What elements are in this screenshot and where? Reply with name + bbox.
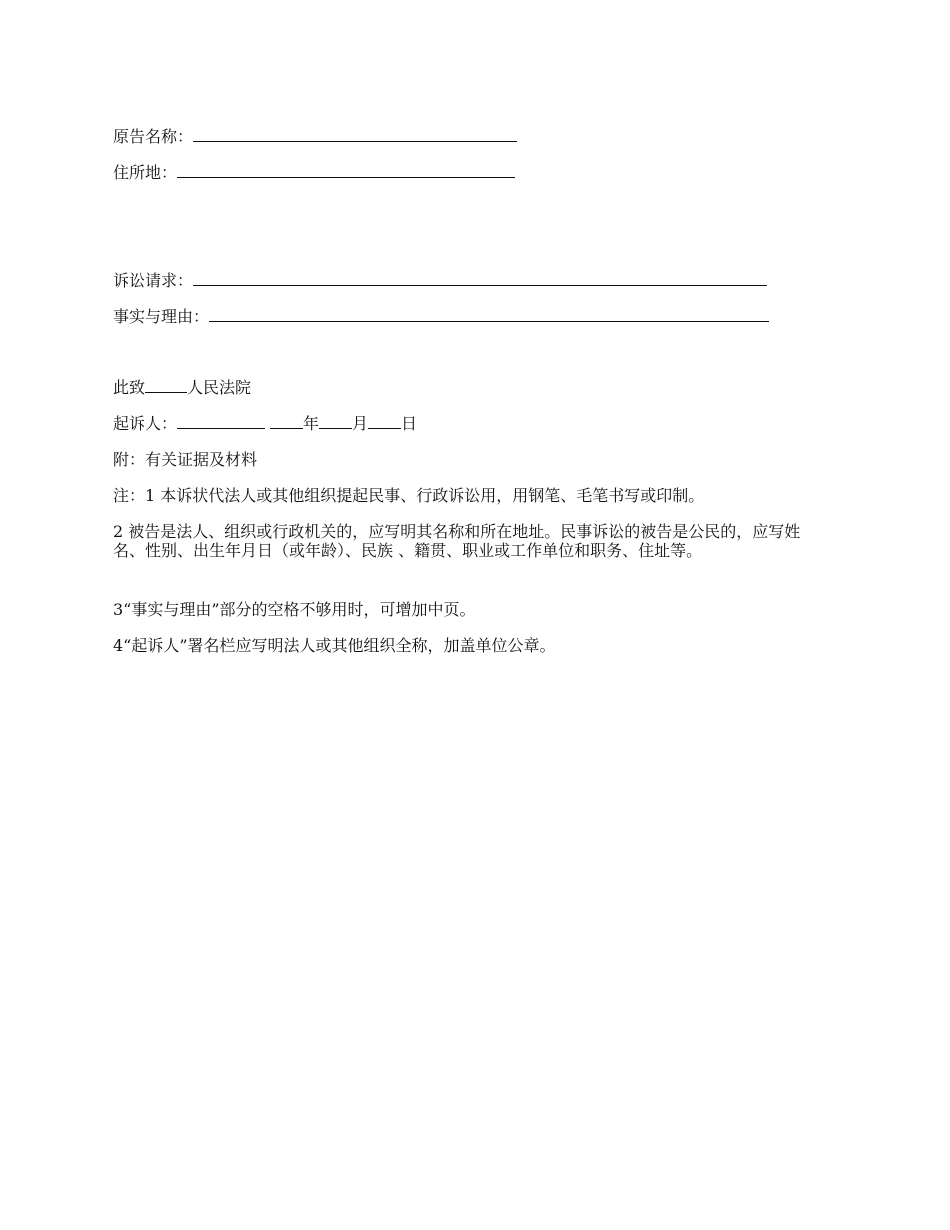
attachments-line: 附：有关证据及材料 bbox=[113, 450, 258, 469]
plaintiff-name-blank[interactable] bbox=[193, 127, 517, 142]
year-blank[interactable] bbox=[270, 414, 303, 429]
month-label: 月 bbox=[352, 414, 369, 433]
facts-label: 事实与理由： bbox=[113, 307, 210, 326]
residence-blank[interactable] bbox=[177, 163, 515, 178]
court-name-blank[interactable] bbox=[145, 378, 187, 393]
note-2: 2 被告是法人、组织或行政机关的，应写明其名称和所在地址。民事诉讼的被告是公民的，应写姓名、性别、出生年月日（或年龄）、民族 、籍贯、职业或工作单位和职务、住址等。 bbox=[113, 522, 801, 560]
residence-row bbox=[113, 163, 515, 183]
claims-blank[interactable] bbox=[193, 271, 767, 286]
year-label: 年 bbox=[303, 414, 320, 433]
plaintiff-sign-label: 起诉人： bbox=[113, 414, 178, 433]
residence-label: 住所地： bbox=[113, 163, 178, 182]
note-4: 4“起诉人”署名栏应写明法人或其他组织全称，加盖单位公章。 bbox=[113, 636, 556, 655]
salutation-prefix: 此致 bbox=[113, 378, 146, 397]
claims-row bbox=[113, 271, 767, 291]
plaintiff-name-label: 原告名称： bbox=[113, 127, 194, 146]
facts-blank[interactable] bbox=[209, 307, 769, 322]
signature-blank[interactable] bbox=[177, 414, 265, 429]
day-label: 日 bbox=[401, 414, 418, 433]
facts-row bbox=[113, 307, 769, 327]
note-1: 注：1 本诉状代法人或其他组织提起民事、行政诉讼用，用钢笔、毛笔书写或印制。 bbox=[113, 486, 705, 505]
salutation-court: 人民法院 bbox=[187, 378, 252, 397]
plaintiff-name-row bbox=[113, 127, 517, 147]
claims-label: 诉讼请求： bbox=[113, 271, 194, 290]
salutation-row bbox=[113, 378, 251, 398]
month-blank[interactable] bbox=[319, 414, 352, 429]
day-blank[interactable] bbox=[368, 414, 401, 429]
note-3: 3“事实与理由”部分的空格不够用时，可增加中页。 bbox=[113, 600, 476, 619]
signature-date-row bbox=[113, 414, 417, 434]
